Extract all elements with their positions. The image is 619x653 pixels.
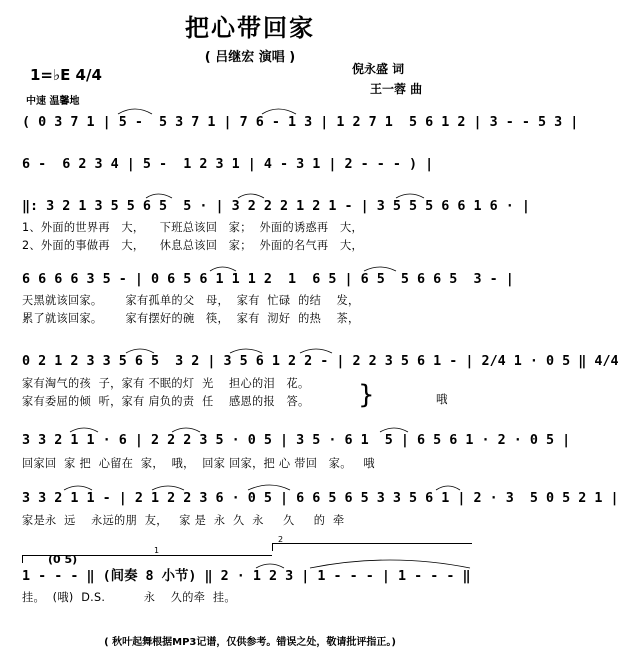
slur xyxy=(172,428,200,432)
staff-line-8: 1 - - - ‖ (间奏 8 小节) ‖ 2 · 1 2 3 | 1 - - - | 1 - - - ‖ xyxy=(22,569,471,584)
slur xyxy=(262,109,296,114)
slur xyxy=(70,428,98,432)
repeat-oh-text: 哦 xyxy=(436,392,448,406)
staff-line-4: 6 6 6 6 3 5 - | 0 6 5 6 1 1 1 2 1 6 5 | 6 5 5 6 6 5 3 - | xyxy=(22,272,514,287)
slur xyxy=(210,267,236,271)
slur xyxy=(380,428,408,432)
staff-line-6: 3 3 2 1 1 · 6 | 2 2 2 3 5 · 0 5 | 3 5 · 6 1 5 | 6 5 6 1 · 2 · 0 5 | xyxy=(22,433,571,448)
lyric-line-6: 回家回 家 把 心留在 家， 哦， 回家 回家，把 心 带回 家。 哦 xyxy=(22,457,375,470)
transcription-note: ( 秋叶起舞根据MP3记谱，仅供参考。错误之处，敬请批评指正。) xyxy=(104,637,396,648)
volta-second-number: 2 xyxy=(278,535,284,544)
slur xyxy=(64,486,92,490)
volta-first-number: 1 xyxy=(154,546,160,555)
singer-credit: ( 吕继宏 演唱 ) xyxy=(204,50,296,65)
lyric-line-5-verse-2: 家有委屈的倾 听，家有 肩负的责 任 感恩的报 答。 xyxy=(22,395,310,408)
slur xyxy=(256,564,284,568)
staff-line-7: 3 3 2 1 1 - | 2 1 2 2 3 6 · 0 5 | 6 6 5 6 5 3 3 5 6 1 | 2 · 3 5 0 5 2 1 | xyxy=(22,491,619,506)
staff-line-1: ( 0 3 7 1 | 5 - 5 3 7 1 | 7 6 - 1 3 | 1 2 7 1 5 6 1 2 | 3 - - 5 3 | xyxy=(22,115,579,130)
lyricist-credit: 倪永盛 词 xyxy=(352,62,405,76)
lyric-line-3-verse-2: 2、外面的事做再 大， 休息总该回 家； 外面的名气再 大， xyxy=(22,239,363,252)
lyric-line-4-verse-2: 累了就该回家。 家有摆好的碗 筷， 家有 沏好 的热 茶， xyxy=(22,312,360,325)
staff-line-5: 0 2 1 2 3 3 5 6 5 3 2 | 3 5 6 1 2 2 - | 2 2 3 5 6 1 - | 2/4 1 · 0 5 ‖ 4/4 xyxy=(22,354,619,369)
composer-credit: 王一蓉 曲 xyxy=(370,82,423,96)
verse-brace: } xyxy=(358,380,375,410)
slur xyxy=(238,194,264,198)
slur xyxy=(118,109,152,114)
lyric-line-8: 挂。 (哦) D.S. 永 久的牵 挂。 xyxy=(22,591,236,604)
lyric-line-3-verse-1: 1、外面的世界再 大， 下班总该回 家； 外面的诱惑再 大， xyxy=(22,221,363,234)
lyric-line-7: 家是永 远 永远的朋 友， 家 是 永 久 永 久 的 牵 xyxy=(22,514,345,527)
slur xyxy=(364,267,396,271)
volta-paren-notes: (0 5) xyxy=(48,553,78,566)
slur xyxy=(310,560,470,568)
song-title: 把心带回家 xyxy=(185,14,315,42)
slur xyxy=(300,349,332,353)
slur xyxy=(436,486,460,490)
lyric-line-4-verse-1: 天黑就该回家。 家有孤单的父 母， 家有 忙碌 的结 发， xyxy=(22,294,360,307)
staff-line-3: ‖: 3 2 1 3 5 5 6 5 5 · | 3 2 2 2 1 2 1 - | 3 5 5 5 6 6 1 6 · | xyxy=(22,199,530,214)
tempo-marking: 中速 温馨地 xyxy=(26,96,80,107)
slur xyxy=(248,485,290,490)
slur xyxy=(396,194,424,198)
slur xyxy=(152,486,184,490)
lyric-line-5-verse-1: 家有淘气的孩 子，家有 不眠的灯 光 担心的泪 花。 xyxy=(22,377,310,390)
slur xyxy=(146,194,172,198)
slur xyxy=(126,349,154,353)
staff-line-2: 6 - 6 2 3 4 | 5 - 1 2 3 1 | 4 - 3 1 | 2 - - - ) | xyxy=(22,157,434,172)
key-signature: 1=♭E 4/4 xyxy=(30,66,102,84)
slur xyxy=(230,349,262,353)
